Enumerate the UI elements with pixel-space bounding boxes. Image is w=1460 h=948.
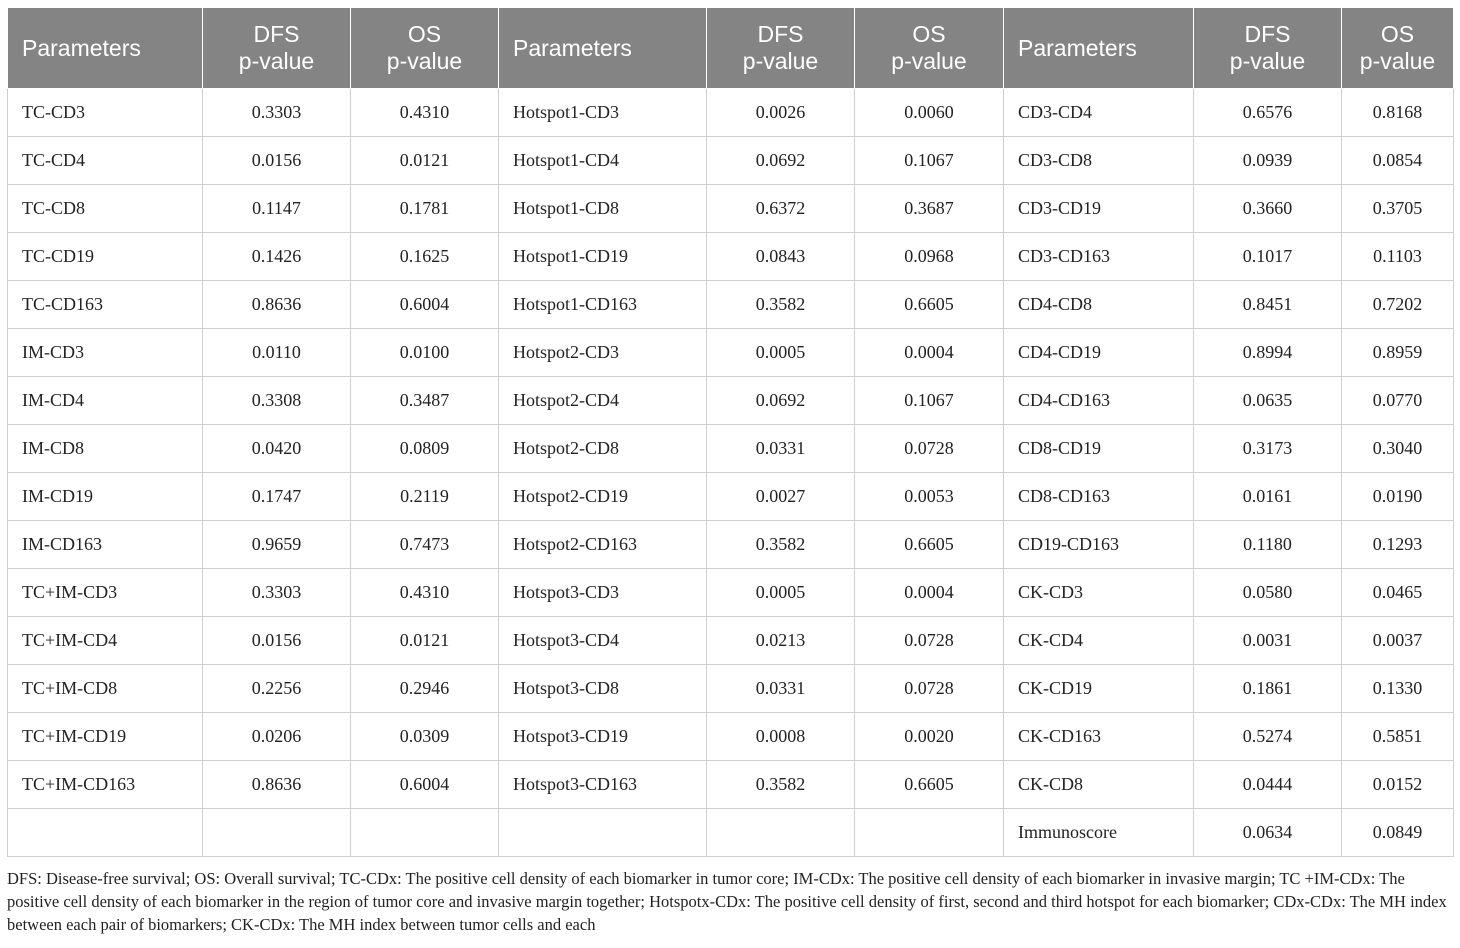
- table-row: [8, 137, 1454, 185]
- parameter-cell: CD3-CD8: [1004, 137, 1194, 185]
- column-header: OS p-value: [1342, 8, 1454, 89]
- table-row: [8, 425, 1454, 473]
- column-header: OS p-value: [351, 8, 499, 89]
- dfs-pvalue-cell: 0.0008: [707, 713, 855, 761]
- os-pvalue-cell: [351, 809, 499, 857]
- column-header: Parameters: [8, 8, 203, 89]
- dfs-pvalue-cell: 0.0692: [707, 137, 855, 185]
- dfs-pvalue-cell: 0.3582: [707, 521, 855, 569]
- dfs-pvalue-cell: 0.0213: [707, 617, 855, 665]
- dfs-pvalue-cell: 0.5274: [1194, 713, 1342, 761]
- dfs-pvalue-cell: [707, 809, 855, 857]
- dfs-pvalue-cell: 0.2256: [203, 665, 351, 713]
- parameter-cell: TC+IM-CD4: [8, 617, 203, 665]
- parameter-cell: Hotspot2-CD4: [499, 377, 707, 425]
- os-pvalue-cell: 0.7202: [1342, 281, 1454, 329]
- table-row: [8, 713, 1454, 761]
- os-pvalue-cell: 0.0849: [1342, 809, 1454, 857]
- dfs-pvalue-cell: 0.1180: [1194, 521, 1342, 569]
- os-pvalue-cell: 0.0190: [1342, 473, 1454, 521]
- os-pvalue-cell: 0.0020: [855, 713, 1004, 761]
- dfs-pvalue-cell: 0.1147: [203, 185, 351, 233]
- dfs-pvalue-cell: 0.3173: [1194, 425, 1342, 473]
- table-row: [8, 185, 1454, 233]
- header-row: [8, 8, 1454, 89]
- dfs-pvalue-cell: 0.6576: [1194, 89, 1342, 137]
- table-row: [8, 809, 1454, 857]
- os-pvalue-cell: 0.0121: [351, 617, 499, 665]
- os-pvalue-cell: 0.1625: [351, 233, 499, 281]
- table-container: [7, 7, 1453, 857]
- column-header: Parameters: [1004, 8, 1194, 89]
- parameter-cell: Immunoscore: [1004, 809, 1194, 857]
- os-pvalue-cell: 0.0968: [855, 233, 1004, 281]
- dfs-pvalue-cell: 0.1747: [203, 473, 351, 521]
- parameter-cell: CK-CD163: [1004, 713, 1194, 761]
- dfs-pvalue-cell: 0.0156: [203, 617, 351, 665]
- parameter-cell: TC-CD3: [8, 89, 203, 137]
- os-pvalue-cell: 0.6605: [855, 521, 1004, 569]
- parameter-cell: TC+IM-CD8: [8, 665, 203, 713]
- dfs-pvalue-cell: 0.0027: [707, 473, 855, 521]
- parameter-cell: TC+IM-CD19: [8, 713, 203, 761]
- os-pvalue-cell: 0.0854: [1342, 137, 1454, 185]
- parameter-cell: [499, 809, 707, 857]
- dfs-pvalue-cell: 0.8994: [1194, 329, 1342, 377]
- parameter-cell: IM-CD8: [8, 425, 203, 473]
- dfs-pvalue-cell: 0.0031: [1194, 617, 1342, 665]
- parameter-cell: CD4-CD19: [1004, 329, 1194, 377]
- parameter-cell: CK-CD3: [1004, 569, 1194, 617]
- os-pvalue-cell: 0.1293: [1342, 521, 1454, 569]
- parameter-cell: CD19-CD163: [1004, 521, 1194, 569]
- os-pvalue-cell: 0.1103: [1342, 233, 1454, 281]
- table-row: [8, 329, 1454, 377]
- parameter-cell: TC+IM-CD3: [8, 569, 203, 617]
- os-pvalue-cell: 0.6605: [855, 281, 1004, 329]
- os-pvalue-cell: 0.3705: [1342, 185, 1454, 233]
- parameter-cell: Hotspot1-CD3: [499, 89, 707, 137]
- parameter-cell: Hotspot2-CD19: [499, 473, 707, 521]
- dfs-pvalue-cell: 0.8636: [203, 281, 351, 329]
- column-header: DFS p-value: [1194, 8, 1342, 89]
- dfs-pvalue-cell: 0.3660: [1194, 185, 1342, 233]
- dfs-pvalue-cell: 0.1861: [1194, 665, 1342, 713]
- dfs-pvalue-cell: 0.0692: [707, 377, 855, 425]
- table-footnote: DFS: Disease-free survival; OS: Overall survival; TC-CDx: The positive cell density of each biomarker in tumor core; IM-CDx: The positive cell density of each biomarker in invasive margin; TC +IM-CDx: The positive cell density of each biomarker in the region of tumor core and invasive margin together; Hotspotx-CDx: The positive cell density of first, second and third hotspot for each biomarker; CDx-CDx: The MH index between each pair of biomarkers; CK-CDx: The MH index between tumor cells and each: [7, 869, 1447, 934]
- column-header: Parameters: [499, 8, 707, 89]
- dfs-pvalue-cell: [203, 809, 351, 857]
- parameter-cell: Hotspot3-CD4: [499, 617, 707, 665]
- os-pvalue-cell: 0.2946: [351, 665, 499, 713]
- os-pvalue-cell: 0.0770: [1342, 377, 1454, 425]
- parameter-cell: CD4-CD163: [1004, 377, 1194, 425]
- os-pvalue-cell: 0.0809: [351, 425, 499, 473]
- dfs-pvalue-cell: 0.8451: [1194, 281, 1342, 329]
- dfs-pvalue-cell: 0.0156: [203, 137, 351, 185]
- table-row: [8, 521, 1454, 569]
- os-pvalue-cell: 0.1067: [855, 137, 1004, 185]
- table-row: [8, 473, 1454, 521]
- dfs-pvalue-cell: 0.3308: [203, 377, 351, 425]
- parameter-cell: CD3-CD4: [1004, 89, 1194, 137]
- parameter-cell: TC-CD19: [8, 233, 203, 281]
- table-row: [8, 761, 1454, 809]
- parameter-cell: Hotspot2-CD8: [499, 425, 707, 473]
- os-pvalue-cell: 0.0053: [855, 473, 1004, 521]
- os-pvalue-cell: 0.4310: [351, 89, 499, 137]
- os-pvalue-cell: 0.0004: [855, 569, 1004, 617]
- os-pvalue-cell: 0.0152: [1342, 761, 1454, 809]
- dfs-pvalue-cell: 0.0420: [203, 425, 351, 473]
- dfs-pvalue-cell: 0.0634: [1194, 809, 1342, 857]
- parameter-cell: Hotspot2-CD163: [499, 521, 707, 569]
- column-header: DFS p-value: [203, 8, 351, 89]
- os-pvalue-cell: 0.6605: [855, 761, 1004, 809]
- parameter-cell: IM-CD3: [8, 329, 203, 377]
- parameter-cell: IM-CD163: [8, 521, 203, 569]
- parameter-cell: CD3-CD19: [1004, 185, 1194, 233]
- os-pvalue-cell: 0.0004: [855, 329, 1004, 377]
- dfs-pvalue-cell: 0.0444: [1194, 761, 1342, 809]
- table-row: [8, 281, 1454, 329]
- os-pvalue-cell: 0.6004: [351, 761, 499, 809]
- os-pvalue-cell: 0.0465: [1342, 569, 1454, 617]
- column-header: OS p-value: [855, 8, 1004, 89]
- table-row: [8, 665, 1454, 713]
- os-pvalue-cell: 0.0100: [351, 329, 499, 377]
- parameter-cell: Hotspot1-CD8: [499, 185, 707, 233]
- dfs-pvalue-cell: 0.0635: [1194, 377, 1342, 425]
- dfs-pvalue-cell: 0.0331: [707, 665, 855, 713]
- table-row: [8, 377, 1454, 425]
- dfs-pvalue-cell: 0.8636: [203, 761, 351, 809]
- parameter-cell: Hotspot2-CD3: [499, 329, 707, 377]
- parameter-cell: [8, 809, 203, 857]
- parameter-cell: TC+IM-CD163: [8, 761, 203, 809]
- os-pvalue-cell: 0.1781: [351, 185, 499, 233]
- os-pvalue-cell: [855, 809, 1004, 857]
- dfs-pvalue-cell: 0.6372: [707, 185, 855, 233]
- os-pvalue-cell: 0.0037: [1342, 617, 1454, 665]
- dfs-pvalue-cell: 0.3303: [203, 569, 351, 617]
- os-pvalue-cell: 0.8168: [1342, 89, 1454, 137]
- dfs-pvalue-cell: 0.0843: [707, 233, 855, 281]
- parameter-cell: CD4-CD8: [1004, 281, 1194, 329]
- table-body: [8, 89, 1454, 857]
- table-row: [8, 89, 1454, 137]
- dfs-pvalue-cell: 0.0005: [707, 569, 855, 617]
- os-pvalue-cell: 0.0728: [855, 617, 1004, 665]
- parameter-cell: Hotspot3-CD163: [499, 761, 707, 809]
- os-pvalue-cell: 0.3040: [1342, 425, 1454, 473]
- parameter-cell: TC-CD163: [8, 281, 203, 329]
- results-table: [7, 7, 1454, 857]
- parameter-cell: Hotspot1-CD19: [499, 233, 707, 281]
- parameter-cell: Hotspot1-CD163: [499, 281, 707, 329]
- dfs-pvalue-cell: 0.1017: [1194, 233, 1342, 281]
- parameter-cell: IM-CD19: [8, 473, 203, 521]
- parameter-cell: CK-CD4: [1004, 617, 1194, 665]
- dfs-pvalue-cell: 0.0026: [707, 89, 855, 137]
- os-pvalue-cell: 0.7473: [351, 521, 499, 569]
- os-pvalue-cell: 0.2119: [351, 473, 499, 521]
- os-pvalue-cell: 0.3687: [855, 185, 1004, 233]
- os-pvalue-cell: 0.4310: [351, 569, 499, 617]
- dfs-pvalue-cell: 0.9659: [203, 521, 351, 569]
- dfs-pvalue-cell: 0.1426: [203, 233, 351, 281]
- parameter-cell: CD8-CD19: [1004, 425, 1194, 473]
- os-pvalue-cell: 0.8959: [1342, 329, 1454, 377]
- dfs-pvalue-cell: 0.3303: [203, 89, 351, 137]
- parameter-cell: CK-CD19: [1004, 665, 1194, 713]
- dfs-pvalue-cell: 0.0005: [707, 329, 855, 377]
- parameter-cell: Hotspot3-CD19: [499, 713, 707, 761]
- os-pvalue-cell: 0.0728: [855, 665, 1004, 713]
- dfs-pvalue-cell: 0.0580: [1194, 569, 1342, 617]
- os-pvalue-cell: 0.5851: [1342, 713, 1454, 761]
- parameter-cell: Hotspot1-CD4: [499, 137, 707, 185]
- os-pvalue-cell: 0.1067: [855, 377, 1004, 425]
- dfs-pvalue-cell: 0.0110: [203, 329, 351, 377]
- parameter-cell: TC-CD8: [8, 185, 203, 233]
- parameter-cell: CD3-CD163: [1004, 233, 1194, 281]
- dfs-pvalue-cell: 0.3582: [707, 281, 855, 329]
- dfs-pvalue-cell: 0.0206: [203, 713, 351, 761]
- dfs-pvalue-cell: 0.3582: [707, 761, 855, 809]
- parameter-cell: CK-CD8: [1004, 761, 1194, 809]
- column-header: DFS p-value: [707, 8, 855, 89]
- table-header: [8, 8, 1454, 89]
- os-pvalue-cell: 0.0309: [351, 713, 499, 761]
- table-row: [8, 569, 1454, 617]
- os-pvalue-cell: 0.0060: [855, 89, 1004, 137]
- dfs-pvalue-cell: 0.0939: [1194, 137, 1342, 185]
- parameter-cell: Hotspot3-CD8: [499, 665, 707, 713]
- parameter-cell: TC-CD4: [8, 137, 203, 185]
- os-pvalue-cell: 0.0728: [855, 425, 1004, 473]
- os-pvalue-cell: 0.0121: [351, 137, 499, 185]
- dfs-pvalue-cell: 0.0161: [1194, 473, 1342, 521]
- parameter-cell: IM-CD4: [8, 377, 203, 425]
- parameter-cell: Hotspot3-CD3: [499, 569, 707, 617]
- table-row: [8, 617, 1454, 665]
- os-pvalue-cell: 0.3487: [351, 377, 499, 425]
- os-pvalue-cell: 0.1330: [1342, 665, 1454, 713]
- parameter-cell: CD8-CD163: [1004, 473, 1194, 521]
- table-row: [8, 233, 1454, 281]
- os-pvalue-cell: 0.6004: [351, 281, 499, 329]
- dfs-pvalue-cell: 0.0331: [707, 425, 855, 473]
